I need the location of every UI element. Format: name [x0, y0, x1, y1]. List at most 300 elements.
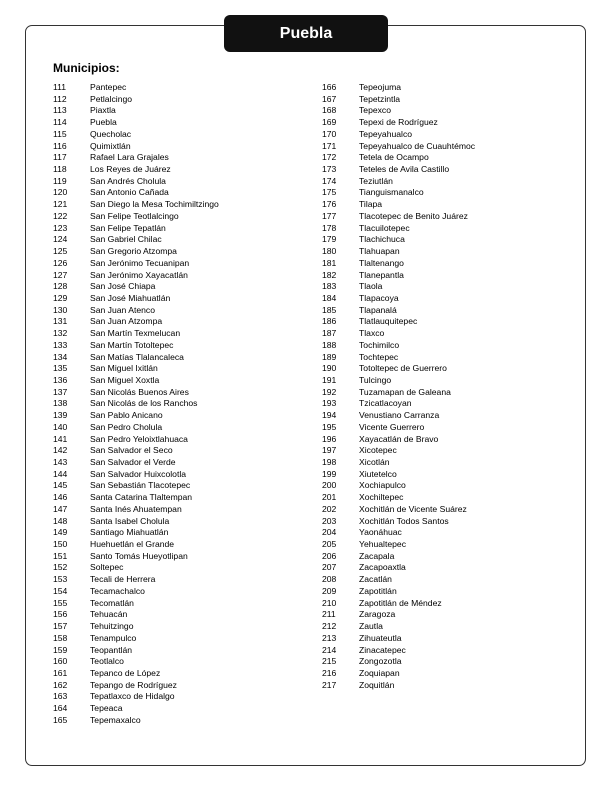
list-item: [53, 258, 219, 270]
municipio-name: Venustiano Carranza: [359, 410, 440, 421]
list-item: [322, 211, 475, 223]
list-item: [322, 246, 475, 258]
list-item: [322, 164, 475, 176]
list-item: [322, 117, 475, 129]
list-item: [53, 129, 219, 141]
municipio-name: Tlachichuca: [359, 234, 405, 245]
municipio-name: Tepemaxalco: [90, 714, 141, 725]
municipio-number: 122: [53, 210, 68, 221]
list-item: [53, 586, 219, 598]
municipio-number: 174: [322, 175, 337, 186]
municipio-number: 186: [322, 316, 337, 327]
municipio-number: 214: [322, 644, 337, 655]
municipio-number: 128: [53, 281, 68, 292]
list-item: [322, 82, 475, 94]
list-item: [53, 598, 219, 610]
municipio-name: Tlacotepec de Benito Juárez: [359, 210, 468, 221]
list-item: [322, 539, 475, 551]
municipio-name: Zinacatepec: [359, 644, 406, 655]
municipio-name: Zapotitlán de Méndez: [359, 597, 442, 608]
list-item: [322, 398, 475, 410]
municipio-number: 194: [322, 410, 337, 421]
list-item: [53, 223, 219, 235]
municipio-name: Tehuacán: [90, 609, 128, 620]
list-item: [322, 527, 475, 539]
municipio-name: Tlanepantla: [359, 269, 404, 280]
municipio-number: 120: [53, 187, 68, 198]
municipio-number: 127: [53, 269, 68, 280]
list-item: [322, 645, 475, 657]
municipio-number: 168: [322, 105, 337, 116]
list-item: [53, 562, 219, 574]
municipio-name: Tlacuilotepec: [359, 222, 410, 233]
list-item: [322, 504, 475, 516]
municipio-name: Huehuetlán el Grande: [90, 539, 175, 550]
municipio-name: Rafael Lara Grajales: [90, 152, 169, 163]
municipio-name: Xiutetelco: [359, 468, 397, 479]
list-item: [322, 410, 475, 422]
municipio-name: San Jerónimo Tecuanipan: [90, 257, 190, 268]
municipio-name: Tepeojuma: [359, 82, 402, 92]
list-item: [53, 715, 219, 727]
municipio-name: Pantepec: [90, 82, 127, 92]
municipio-number: 139: [53, 410, 68, 421]
list-item: [322, 480, 475, 492]
municipio-number: 145: [53, 480, 68, 491]
municipio-name: Tecomatlán: [90, 597, 134, 608]
list-item: [53, 363, 219, 375]
list-item: [53, 691, 219, 703]
municipio-name: San Salvador el Seco: [90, 445, 173, 456]
municipio-name: Tenampulco: [90, 632, 137, 643]
municipio-name: Xicotepec: [359, 445, 397, 456]
municipio-number: 142: [53, 445, 68, 456]
municipio-name: Zoquitlán: [359, 679, 395, 690]
municipio-number: 135: [53, 363, 68, 374]
municipio-name: Tetela de Ocampo: [359, 152, 429, 163]
municipio-number: 163: [53, 691, 68, 702]
municipio-number: 131: [53, 316, 68, 327]
municipio-number: 138: [53, 398, 68, 409]
municipio-number: 129: [53, 292, 68, 303]
municipio-name: Soltepec: [90, 562, 124, 573]
municipio-number: 136: [53, 374, 68, 385]
municipio-name: Xochitlán Todos Santos: [359, 515, 449, 526]
municipio-number: 157: [53, 621, 68, 632]
municipio-name: Tochimilco: [359, 339, 400, 350]
municipio-number: 143: [53, 457, 68, 467]
municipio-name: San Nicolás de los Ranchos: [90, 398, 198, 409]
municipio-name: San Salvador el Verde: [90, 457, 176, 467]
list-item: [53, 352, 219, 364]
list-item: [322, 316, 475, 328]
municipio-number: 115: [53, 128, 67, 139]
municipio-number: 190: [322, 363, 337, 374]
municipio-number: 195: [322, 421, 337, 432]
municipio-name: San Miguel Ixitlán: [90, 363, 158, 374]
municipio-name: Tecali de Herrera: [90, 574, 156, 585]
municipio-name: Tepeyahualco: [359, 128, 413, 139]
municipio-number: 121: [53, 199, 68, 210]
list-item: [322, 422, 475, 434]
municipio-name: Tzicatlacoyan: [359, 398, 412, 409]
list-item: [322, 562, 475, 574]
list-item: [322, 680, 475, 692]
list-item: [322, 598, 475, 610]
list-item: [53, 305, 219, 317]
municipio-name: Yehualtepec: [359, 539, 406, 550]
municipio-name: San Martín Texmelucan: [90, 328, 181, 339]
municipio-number: 144: [53, 468, 68, 479]
municipio-number: 130: [53, 304, 68, 315]
municipio-number: 169: [322, 117, 337, 128]
municipio-number: 151: [53, 550, 68, 561]
municipio-number: 119: [53, 175, 67, 186]
municipio-name: San Pedro Yeloixtlahuaca: [90, 433, 188, 444]
municipio-name: Xayacatlán de Bravo: [359, 433, 439, 444]
list-item: [322, 363, 475, 375]
municipio-number: 182: [322, 269, 337, 280]
municipio-number: 188: [322, 339, 337, 350]
municipio-number: 185: [322, 304, 337, 315]
municipio-name: Tulcingo: [359, 374, 392, 385]
municipio-name: San Jerónimo Xayacatlán: [90, 269, 188, 280]
list-item: [322, 223, 475, 235]
municipio-number: 181: [322, 257, 337, 268]
municipio-number: 196: [322, 433, 337, 444]
municipio-column-1: [53, 82, 219, 727]
municipio-number: 189: [322, 351, 337, 362]
municipio-number: 160: [53, 656, 68, 667]
list-item: [53, 234, 219, 246]
list-item: [322, 516, 475, 528]
municipio-number: 137: [53, 386, 68, 397]
municipio-name: Xochiltepec: [359, 492, 404, 503]
list-item: [53, 316, 219, 328]
municipio-number: 113: [53, 105, 67, 116]
municipio-name: San Juan Atzompa: [90, 316, 163, 327]
municipio-name: Xochiapulco: [359, 480, 406, 491]
municipio-name: San José Miahuatlán: [90, 292, 171, 303]
municipio-name: Zacapoaxtla: [359, 562, 406, 573]
municipio-name: Tianguismanalco: [359, 187, 424, 198]
municipio-number: 158: [53, 632, 68, 643]
municipio-name: Tepexco: [359, 105, 392, 116]
municipio-number: 202: [322, 503, 337, 514]
list-item: [322, 234, 475, 246]
municipio-name: Tepexi de Rodríguez: [359, 117, 438, 128]
municipio-number: 215: [322, 656, 337, 667]
municipio-number: 193: [322, 398, 337, 409]
municipio-number: 116: [53, 140, 67, 151]
municipio-number: 118: [53, 164, 67, 175]
municipio-name: Tilapa: [359, 199, 383, 210]
municipio-name: Tuzamapan de Galeana: [359, 386, 451, 397]
municipio-number: 161: [53, 667, 68, 678]
section-heading: Municipios:: [53, 61, 120, 75]
municipio-name: Santa Isabel Cholula: [90, 515, 170, 526]
list-item: [53, 480, 219, 492]
municipio-name: Piaxtla: [90, 105, 116, 116]
list-item: [53, 645, 219, 657]
municipio-number: 187: [322, 328, 337, 339]
municipio-name: Zaragoza: [359, 609, 396, 620]
list-item: [53, 281, 219, 293]
list-item: [322, 199, 475, 211]
municipio-number: 198: [322, 457, 337, 467]
list-item: [322, 586, 475, 598]
municipio-name: Tlatlauquitepec: [359, 316, 418, 327]
list-item: [322, 176, 475, 188]
list-item: [322, 305, 475, 317]
municipio-number: 204: [322, 527, 337, 538]
list-item: [53, 105, 219, 117]
municipio-name: Santiago Miahuatlán: [90, 527, 169, 538]
list-item: [53, 422, 219, 434]
list-item: [322, 281, 475, 293]
municipio-name: Santo Tomás Hueyotlipan: [90, 550, 188, 561]
municipio-number: 201: [322, 492, 337, 503]
municipio-number: 209: [322, 585, 337, 596]
municipio-number: 153: [53, 574, 68, 585]
list-item: [53, 410, 219, 422]
municipio-number: 124: [53, 234, 68, 245]
list-item: [322, 187, 475, 199]
municipio-name: Tlapacoya: [359, 292, 399, 303]
municipio-name: Tecamachalco: [90, 585, 145, 596]
municipio-number: 203: [322, 515, 337, 526]
municipio-number: 212: [322, 621, 337, 632]
municipio-name: Tlaltenango: [359, 257, 404, 268]
municipio-number: 200: [322, 480, 337, 491]
municipio-number: 197: [322, 445, 337, 456]
list-item: [53, 375, 219, 387]
municipio-number: 112: [53, 93, 67, 104]
list-item: [53, 176, 219, 188]
municipio-number: 159: [53, 644, 68, 655]
municipio-number: 154: [53, 585, 68, 596]
municipio-name: Zacatlán: [359, 574, 392, 585]
list-item: [53, 270, 219, 282]
municipio-name: Tepatlaxco de Hidalgo: [90, 691, 175, 702]
list-item: [53, 199, 219, 211]
municipio-column-2: [322, 82, 475, 691]
municipio-number: 125: [53, 246, 68, 257]
list-item: [53, 527, 219, 539]
municipio-number: 134: [53, 351, 68, 362]
list-item: [53, 387, 219, 399]
municipio-name: San Diego la Mesa Tochimiltzingo: [90, 199, 219, 210]
municipio-name: Tepeyahualco de Cuauhtémoc: [359, 140, 476, 151]
list-item: [322, 340, 475, 352]
municipio-name: San Sebastián Tlacotepec: [90, 480, 191, 491]
municipio-name: San Andrés Cholula: [90, 175, 166, 186]
municipio-name: Zacapala: [359, 550, 395, 561]
municipio-name: San Martín Totoltepec: [90, 339, 174, 350]
municipio-number: 170: [322, 128, 337, 139]
list-item: [53, 504, 219, 516]
list-item: [53, 621, 219, 633]
list-item: [322, 387, 475, 399]
municipio-name: Tlapanalá: [359, 304, 397, 315]
list-item: [322, 352, 475, 364]
municipio-number: 133: [53, 339, 68, 350]
municipio-name: Quecholac: [90, 128, 132, 139]
list-item: [53, 340, 219, 352]
municipio-number: 114: [53, 117, 67, 128]
list-item: [53, 516, 219, 528]
municipio-name: San Matías Tlalancaleca: [90, 351, 184, 362]
list-item: [322, 621, 475, 633]
municipio-number: 148: [53, 515, 68, 526]
municipio-name: Zautla: [359, 621, 383, 632]
municipio-number: 208: [322, 574, 337, 585]
municipio-name: Los Reyes de Juárez: [90, 164, 171, 175]
list-item: [53, 187, 219, 199]
list-item: [53, 703, 219, 715]
list-item: [53, 609, 219, 621]
list-item: [53, 492, 219, 504]
municipio-number: 171: [322, 140, 337, 151]
municipio-number: 217: [322, 679, 337, 690]
municipio-name: San Nicolás Buenos Aires: [90, 386, 189, 397]
list-item: [53, 246, 219, 258]
municipio-name: San Gregorio Atzompa: [90, 246, 177, 257]
list-item: [322, 270, 475, 282]
municipio-number: 156: [53, 609, 68, 620]
municipio-number: 177: [322, 210, 337, 221]
municipio-name: Teziutlán: [359, 175, 393, 186]
municipio-name: Tehuitzingo: [90, 621, 134, 632]
list-item: [322, 375, 475, 387]
municipio-number: 147: [53, 503, 68, 514]
list-item: [53, 293, 219, 305]
list-item: [53, 633, 219, 645]
municipio-number: 141: [53, 433, 68, 444]
municipio-number: 207: [322, 562, 337, 573]
list-item: [322, 129, 475, 141]
list-item: [53, 211, 219, 223]
list-item: [322, 434, 475, 446]
municipio-name: Totoltepec de Guerrero: [359, 363, 447, 374]
list-item: [322, 574, 475, 586]
municipio-number: 140: [53, 421, 68, 432]
municipio-number: 216: [322, 667, 337, 678]
municipio-name: Zihuateutla: [359, 632, 402, 643]
municipio-number: 146: [53, 492, 68, 503]
municipio-number: 166: [322, 82, 337, 92]
list-item: [53, 551, 219, 563]
municipio-number: 211: [322, 609, 336, 620]
municipio-number: 150: [53, 539, 68, 550]
municipio-name: Tlaxco: [359, 328, 385, 339]
municipio-name: Tlaola: [359, 281, 383, 292]
municipio-number: 172: [322, 152, 337, 163]
municipio-name: Tepeaca: [90, 703, 123, 714]
list-item: [322, 105, 475, 117]
list-item: [53, 656, 219, 668]
municipio-name: Tlahuapan: [359, 246, 400, 257]
municipio-name: Tepetzintla: [359, 93, 401, 104]
list-item: [322, 668, 475, 680]
list-item: [53, 398, 219, 410]
list-item: [322, 258, 475, 270]
page-title: Puebla: [224, 15, 388, 52]
municipio-number: 155: [53, 597, 68, 608]
municipio-number: 173: [322, 164, 337, 175]
municipio-number: 126: [53, 257, 68, 268]
municipio-name: San Gabriel Chilac: [90, 234, 162, 245]
municipio-name: San Miguel Xoxtla: [90, 374, 160, 385]
list-item: [53, 574, 219, 586]
municipio-name: Teotlalco: [90, 656, 124, 667]
municipio-name: Tochtepec: [359, 351, 399, 362]
municipio-number: 167: [322, 93, 337, 104]
municipio-number: 184: [322, 292, 337, 303]
municipio-number: 213: [322, 632, 337, 643]
municipio-number: 210: [322, 597, 337, 608]
list-item: [322, 609, 475, 621]
municipio-number: 175: [322, 187, 337, 198]
municipio-number: 183: [322, 281, 337, 292]
municipio-name: San Salvador Huixcolotla: [90, 468, 187, 479]
list-item: [53, 680, 219, 692]
municipio-name: Teopantlán: [90, 644, 133, 655]
municipio-name: Tepango de Rodríguez: [90, 679, 177, 690]
municipio-number: 191: [322, 374, 337, 385]
list-item: [53, 469, 219, 481]
municipio-number: 176: [322, 199, 337, 210]
municipio-number: 132: [53, 328, 68, 339]
municipio-name: San Pablo Anicano: [90, 410, 163, 421]
municipio-name: Santa Catarina Tlaltempan: [90, 492, 193, 503]
municipio-name: San Antonio Cañada: [90, 187, 169, 198]
municipio-name: Santa Inés Ahuatempan: [90, 503, 182, 514]
municipio-number: 192: [322, 386, 337, 397]
municipio-name: San José Chiapa: [90, 281, 156, 292]
municipio-number: 180: [322, 246, 337, 257]
municipio-number: 164: [53, 703, 68, 714]
list-item: [53, 117, 219, 129]
municipio-name: Teteles de Avila Castillo: [359, 164, 450, 175]
municipio-name: Zongozotla: [359, 656, 402, 667]
municipio-name: Petlalcingo: [90, 93, 133, 104]
list-item: [322, 633, 475, 645]
list-item: [53, 668, 219, 680]
municipio-name: Yaonáhuac: [359, 527, 402, 538]
municipio-name: Zoquiapan: [359, 667, 400, 678]
municipio-name: Puebla: [90, 117, 117, 128]
list-item: [53, 164, 219, 176]
municipio-name: San Pedro Cholula: [90, 421, 163, 432]
list-item: [53, 141, 219, 153]
municipio-name: Zapotitlán: [359, 585, 397, 596]
list-item: [322, 551, 475, 563]
municipio-number: 179: [322, 234, 337, 245]
municipio-number: 149: [53, 527, 68, 538]
list-item: [53, 434, 219, 446]
municipio-name: Quimixtlán: [90, 140, 131, 151]
municipio-name: Xicotlán: [359, 457, 390, 467]
municipio-name: San Felipe Teotlalcingo: [90, 210, 179, 221]
list-item: [322, 457, 475, 469]
list-item: [53, 82, 219, 94]
list-item: [53, 457, 219, 469]
municipio-name: San Juan Atenco: [90, 304, 155, 315]
municipio-number: 199: [322, 468, 337, 479]
list-item: [53, 152, 219, 164]
list-item: [322, 469, 475, 481]
